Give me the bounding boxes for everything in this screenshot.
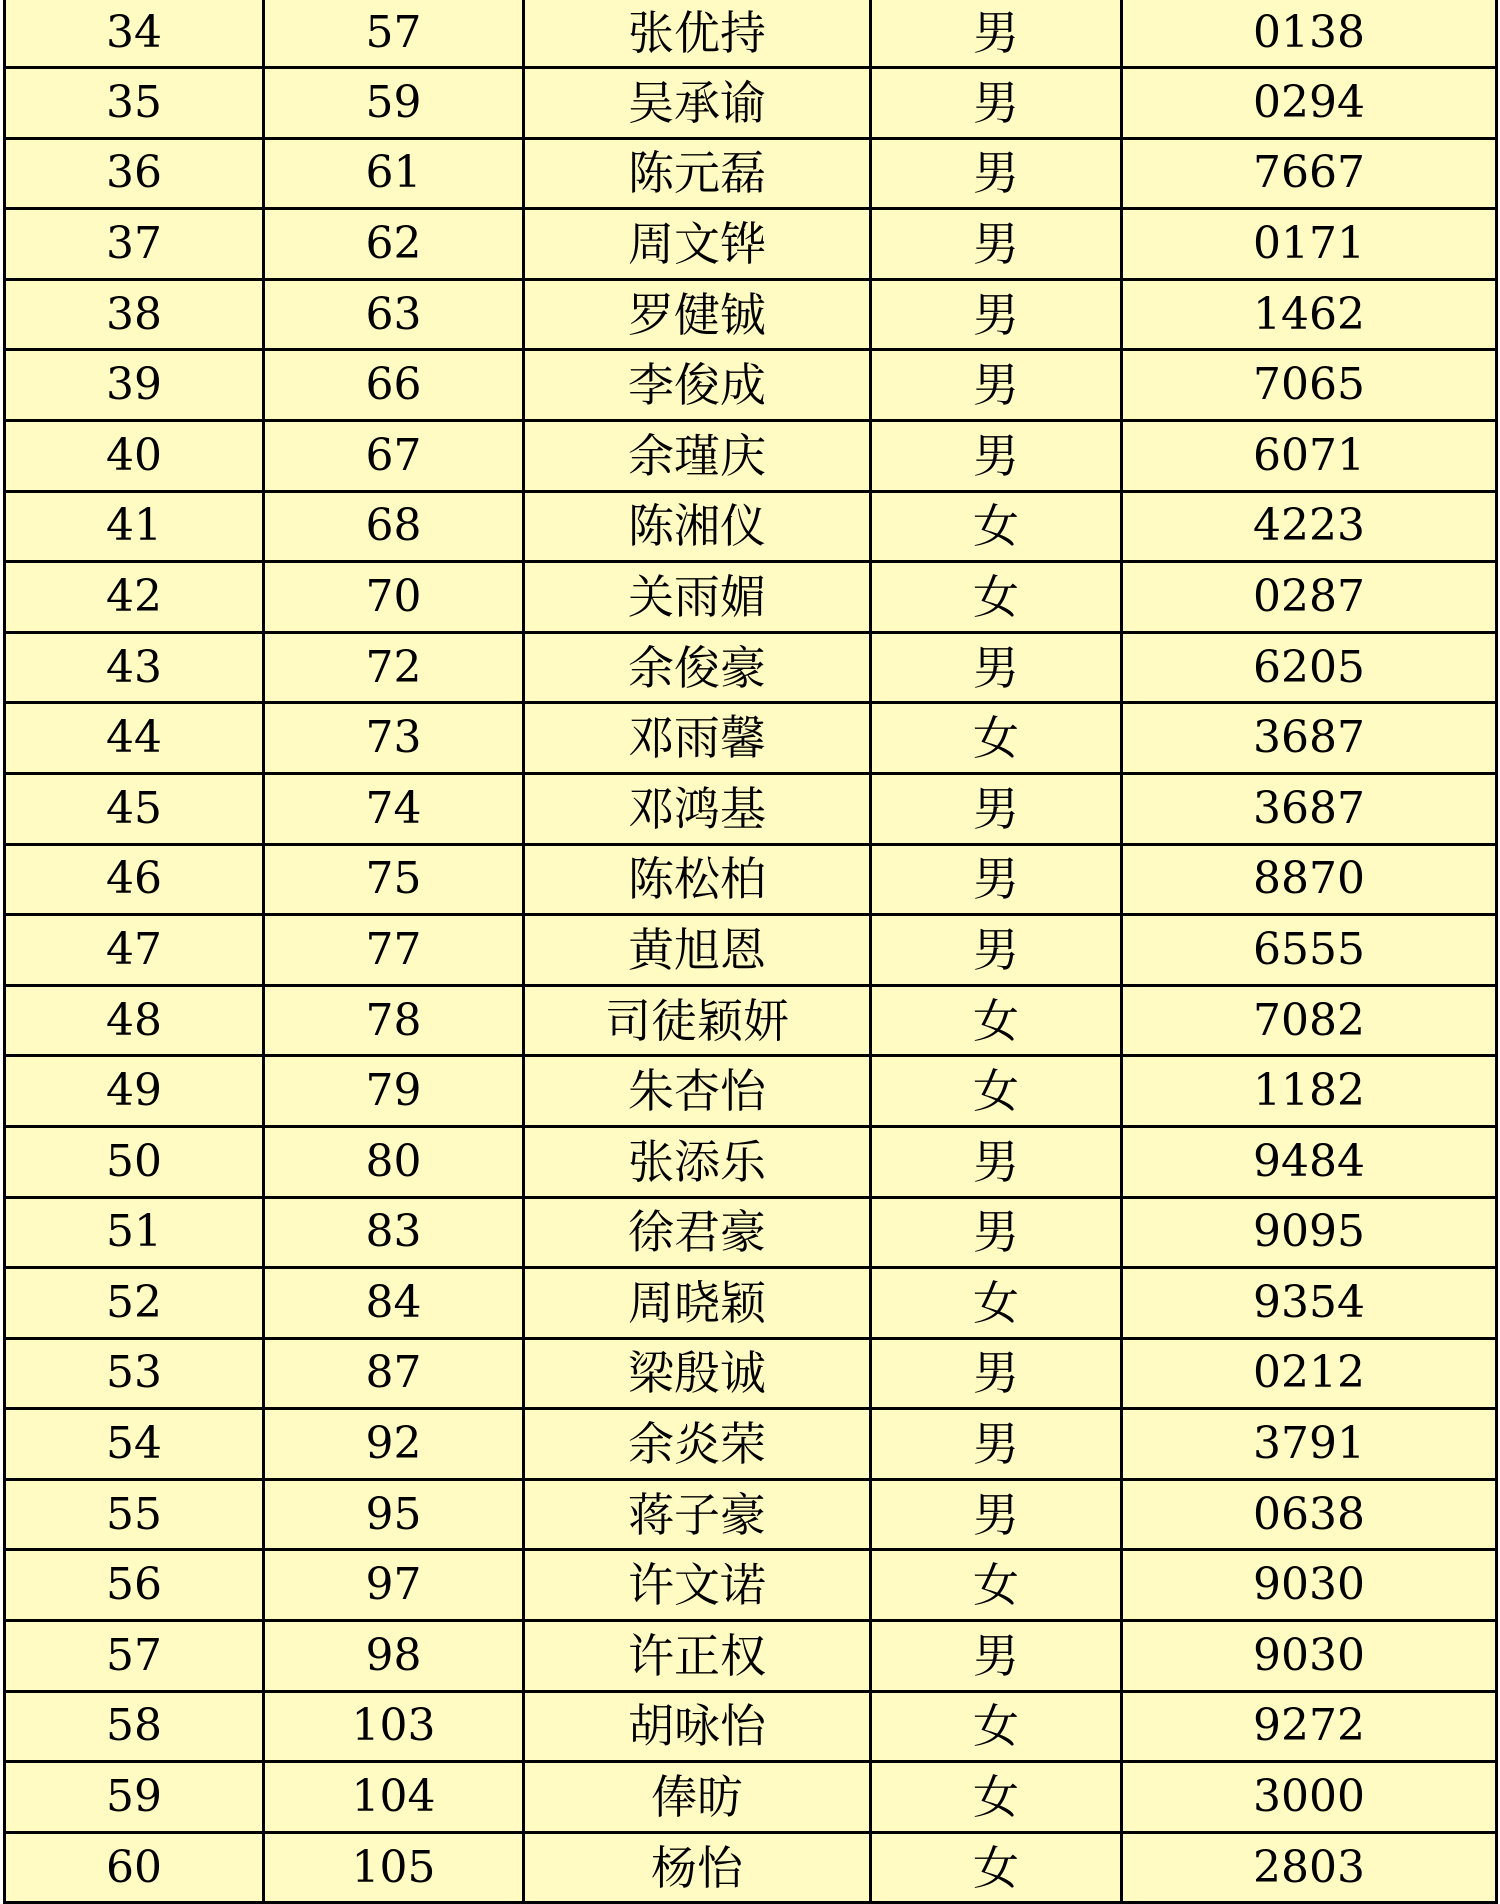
code-cell: 0171 — [1122, 209, 1497, 280]
student-id-cell: 61 — [264, 138, 524, 209]
code-cell: 7082 — [1122, 985, 1497, 1056]
gender-cell: 女 — [871, 1762, 1122, 1833]
row-number-cell: 45 — [5, 773, 264, 844]
table-row — [5, 68, 1497, 139]
code-cell: 3687 — [1122, 773, 1497, 844]
gender-cell: 男 — [871, 420, 1122, 491]
gender-cell: 女 — [871, 985, 1122, 1056]
code-cell: 7065 — [1122, 350, 1497, 421]
student-id-cell: 59 — [264, 68, 524, 139]
row-number-cell: 50 — [5, 1126, 264, 1197]
row-number-cell: 36 — [5, 138, 264, 209]
table-row — [5, 0, 1497, 68]
student-id-cell: 95 — [264, 1479, 524, 1550]
gender-cell: 男 — [871, 138, 1122, 209]
student-id-cell: 80 — [264, 1126, 524, 1197]
code-cell: 7667 — [1122, 138, 1497, 209]
student-id-cell: 68 — [264, 491, 524, 562]
gender-cell: 男 — [871, 1621, 1122, 1692]
table-row — [5, 1056, 1497, 1127]
row-number-cell: 52 — [5, 1268, 264, 1339]
code-cell: 0294 — [1122, 68, 1497, 139]
code-cell: 0212 — [1122, 1338, 1497, 1409]
row-number-cell: 47 — [5, 915, 264, 986]
row-number-cell: 41 — [5, 491, 264, 562]
row-number-cell: 54 — [5, 1409, 264, 1480]
table-row — [5, 773, 1497, 844]
student-id-cell: 75 — [264, 844, 524, 915]
name-cell: 胡咏怡 — [524, 1691, 871, 1762]
row-number-cell: 59 — [5, 1762, 264, 1833]
table-row — [5, 1268, 1497, 1339]
gender-cell: 女 — [871, 1268, 1122, 1339]
row-number-cell: 60 — [5, 1832, 264, 1903]
student-id-cell: 77 — [264, 915, 524, 986]
name-cell: 罗健铖 — [524, 279, 871, 350]
table-row — [5, 1126, 1497, 1197]
student-id-cell: 66 — [264, 350, 524, 421]
table-row — [5, 279, 1497, 350]
name-cell: 陈元磊 — [524, 138, 871, 209]
gender-cell: 男 — [871, 915, 1122, 986]
row-number-cell: 49 — [5, 1056, 264, 1127]
name-cell: 关雨媚 — [524, 562, 871, 633]
code-cell: 0287 — [1122, 562, 1497, 633]
table-row — [5, 632, 1497, 703]
table-row — [5, 420, 1497, 491]
gender-cell: 男 — [871, 1126, 1122, 1197]
student-id-cell: 103 — [264, 1691, 524, 1762]
code-cell: 1462 — [1122, 279, 1497, 350]
table-row — [5, 350, 1497, 421]
row-number-cell: 44 — [5, 703, 264, 774]
name-cell: 邓鸿基 — [524, 773, 871, 844]
gender-cell: 男 — [871, 350, 1122, 421]
gender-cell: 男 — [871, 68, 1122, 139]
row-number-cell: 58 — [5, 1691, 264, 1762]
code-cell: 9354 — [1122, 1268, 1497, 1339]
table-row — [5, 844, 1497, 915]
gender-cell: 男 — [871, 632, 1122, 703]
student-id-cell: 83 — [264, 1197, 524, 1268]
row-number-cell: 39 — [5, 350, 264, 421]
name-cell: 司徒颖妍 — [524, 985, 871, 1056]
gender-cell: 男 — [871, 844, 1122, 915]
student-id-cell: 84 — [264, 1268, 524, 1339]
student-id-cell: 87 — [264, 1338, 524, 1409]
student-id-cell: 98 — [264, 1621, 524, 1692]
row-number-cell: 42 — [5, 562, 264, 633]
row-number-cell: 38 — [5, 279, 264, 350]
table-row — [5, 1621, 1497, 1692]
code-cell: 8870 — [1122, 844, 1497, 915]
table-row — [5, 209, 1497, 280]
code-cell: 9272 — [1122, 1691, 1497, 1762]
code-cell: 0138 — [1122, 0, 1497, 68]
table-row — [5, 1338, 1497, 1409]
table-row — [5, 491, 1497, 562]
gender-cell: 男 — [871, 209, 1122, 280]
row-number-cell: 43 — [5, 632, 264, 703]
code-cell: 9030 — [1122, 1550, 1497, 1621]
gender-cell: 女 — [871, 491, 1122, 562]
student-id-cell: 67 — [264, 420, 524, 491]
name-cell: 邓雨馨 — [524, 703, 871, 774]
table-row — [5, 1691, 1497, 1762]
table-row — [5, 562, 1497, 633]
row-number-cell: 37 — [5, 209, 264, 280]
name-cell: 吴承谕 — [524, 68, 871, 139]
student-id-cell: 72 — [264, 632, 524, 703]
name-cell: 梁殷诚 — [524, 1338, 871, 1409]
table-row — [5, 1479, 1497, 1550]
table-row — [5, 1762, 1497, 1833]
roster-table-body — [5, 0, 1497, 1903]
row-number-cell: 46 — [5, 844, 264, 915]
roster-table — [3, 0, 1498, 1904]
row-number-cell: 35 — [5, 68, 264, 139]
table-row — [5, 138, 1497, 209]
name-cell: 张优持 — [524, 0, 871, 68]
row-number-cell: 51 — [5, 1197, 264, 1268]
row-number-cell: 40 — [5, 420, 264, 491]
code-cell: 4223 — [1122, 491, 1497, 562]
student-id-cell: 78 — [264, 985, 524, 1056]
name-cell: 周晓颖 — [524, 1268, 871, 1339]
code-cell: 9484 — [1122, 1126, 1497, 1197]
name-cell: 余炎荣 — [524, 1409, 871, 1480]
table-row — [5, 1550, 1497, 1621]
name-cell: 黄旭恩 — [524, 915, 871, 986]
code-cell: 3687 — [1122, 703, 1497, 774]
gender-cell: 男 — [871, 279, 1122, 350]
code-cell: 2803 — [1122, 1832, 1497, 1903]
name-cell: 许正权 — [524, 1621, 871, 1692]
gender-cell: 女 — [871, 703, 1122, 774]
name-cell: 余瑾庆 — [524, 420, 871, 491]
code-cell: 1182 — [1122, 1056, 1497, 1127]
table-row — [5, 1832, 1497, 1903]
gender-cell: 女 — [871, 1691, 1122, 1762]
row-number-cell: 56 — [5, 1550, 264, 1621]
code-cell: 6205 — [1122, 632, 1497, 703]
name-cell: 徐君豪 — [524, 1197, 871, 1268]
student-id-cell: 62 — [264, 209, 524, 280]
gender-cell: 男 — [871, 1338, 1122, 1409]
name-cell: 陈湘仪 — [524, 491, 871, 562]
code-cell: 6071 — [1122, 420, 1497, 491]
student-id-cell: 74 — [264, 773, 524, 844]
gender-cell: 男 — [871, 1409, 1122, 1480]
gender-cell: 男 — [871, 773, 1122, 844]
name-cell: 周文铧 — [524, 209, 871, 280]
row-number-cell: 57 — [5, 1621, 264, 1692]
table-row — [5, 915, 1497, 986]
name-cell: 蒋子豪 — [524, 1479, 871, 1550]
student-id-cell: 105 — [264, 1832, 524, 1903]
table-row — [5, 703, 1497, 774]
gender-cell: 男 — [871, 0, 1122, 68]
gender-cell: 男 — [871, 1479, 1122, 1550]
student-id-cell: 92 — [264, 1409, 524, 1480]
name-cell: 许文诺 — [524, 1550, 871, 1621]
name-cell: 李俊成 — [524, 350, 871, 421]
gender-cell: 女 — [871, 1056, 1122, 1127]
table-row — [5, 1409, 1497, 1480]
name-cell: 张添乐 — [524, 1126, 871, 1197]
code-cell: 9095 — [1122, 1197, 1497, 1268]
student-id-cell: 70 — [264, 562, 524, 633]
code-cell: 3000 — [1122, 1762, 1497, 1833]
row-number-cell: 48 — [5, 985, 264, 1056]
name-cell: 杨怡 — [524, 1832, 871, 1903]
name-cell: 朱杏怡 — [524, 1056, 871, 1127]
table-row — [5, 1197, 1497, 1268]
student-id-cell: 73 — [264, 703, 524, 774]
gender-cell: 男 — [871, 1197, 1122, 1268]
row-number-cell: 55 — [5, 1479, 264, 1550]
name-cell: 余俊豪 — [524, 632, 871, 703]
row-number-cell: 34 — [5, 0, 264, 68]
row-number-cell: 53 — [5, 1338, 264, 1409]
code-cell: 3791 — [1122, 1409, 1497, 1480]
gender-cell: 女 — [871, 1832, 1122, 1903]
table-row — [5, 985, 1497, 1056]
name-cell: 俸昉 — [524, 1762, 871, 1833]
student-id-cell: 79 — [264, 1056, 524, 1127]
gender-cell: 女 — [871, 562, 1122, 633]
gender-cell: 女 — [871, 1550, 1122, 1621]
code-cell: 9030 — [1122, 1621, 1497, 1692]
name-cell: 陈松柏 — [524, 844, 871, 915]
student-id-cell: 63 — [264, 279, 524, 350]
student-id-cell: 57 — [264, 0, 524, 68]
student-id-cell: 104 — [264, 1762, 524, 1833]
code-cell: 0638 — [1122, 1479, 1497, 1550]
student-id-cell: 97 — [264, 1550, 524, 1621]
code-cell: 6555 — [1122, 915, 1497, 986]
